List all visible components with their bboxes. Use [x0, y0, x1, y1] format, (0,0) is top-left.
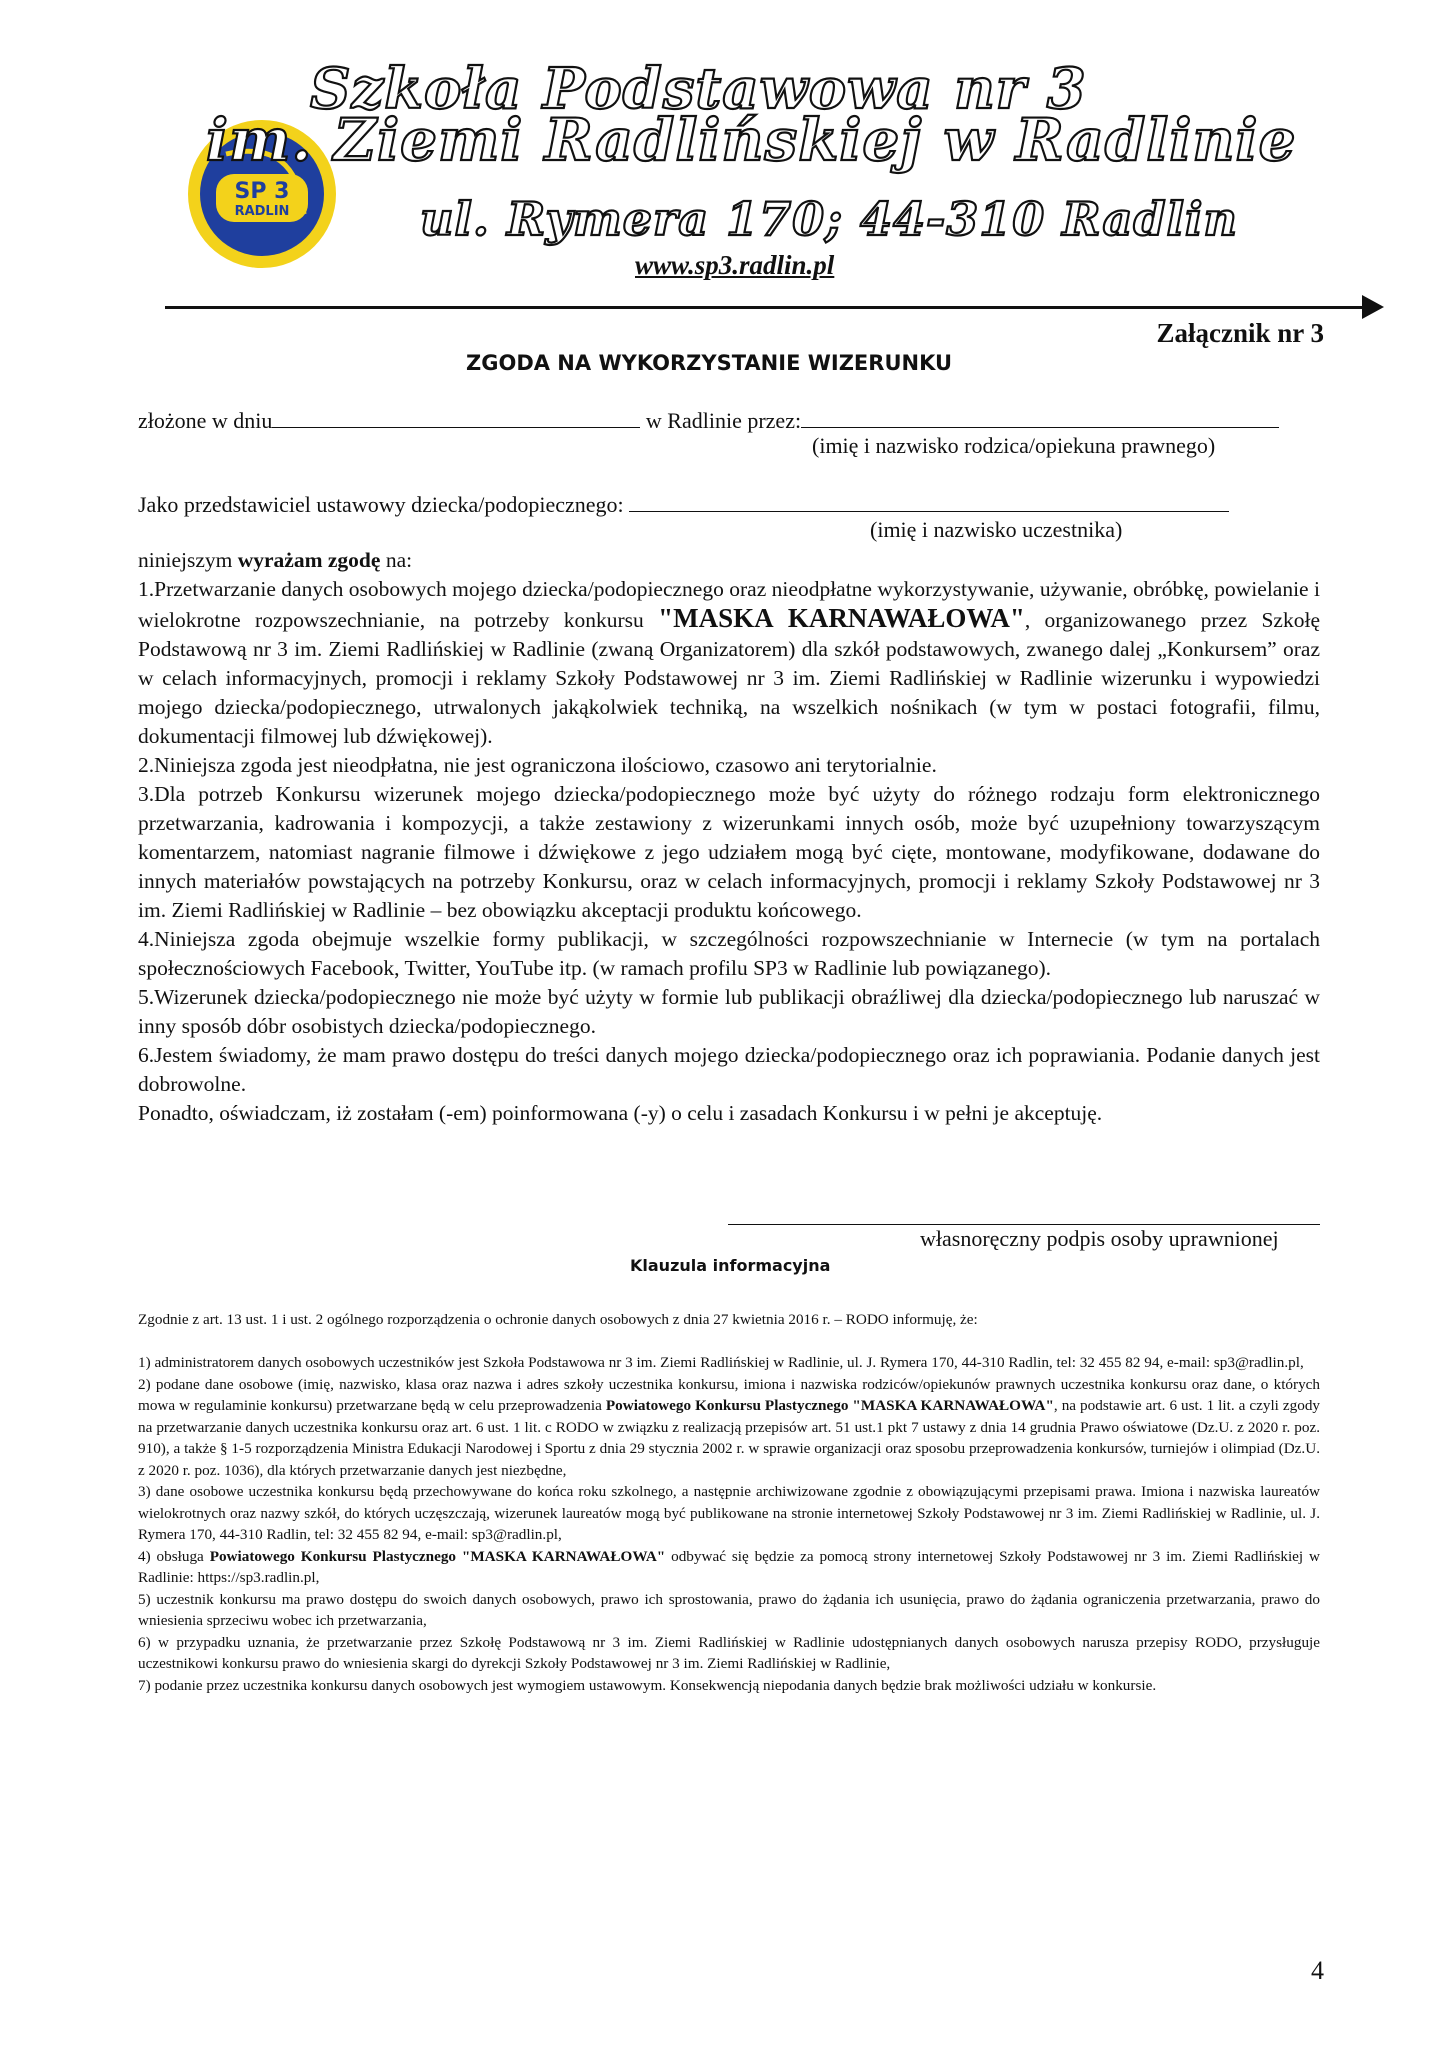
participant-name-field[interactable] [629, 489, 1229, 512]
consent-item-1 [138, 575, 1320, 751]
school-address: ul. Rymera 170; 44-310 Radlin [420, 192, 1238, 246]
signature-field[interactable] [728, 1224, 1320, 1225]
info-clause-title: Klauzula informacyjna [630, 1256, 831, 1275]
participant-name-hint: (imię i nazwisko uczestnika) [870, 517, 1123, 542]
item1-text: 1.Przetwarzanie danych osobowych mojego dziecka/podopiecznego oraz nieodpłatne wykorzystywanie, używanie, obróbkę, powielanie i wielokrotne rozpowszechnianie, na potrzeby konkursu [138, 577, 1320, 632]
school-name-line1: Szkoła Podstawowa nr 3 [310, 56, 1087, 122]
info-point-2 [138, 1374, 1320, 1482]
page-number: 4 [1311, 1956, 1324, 1985]
attachment-label: Załącznik nr 3 [1156, 318, 1324, 348]
p4-text-end: odbywać się będzie za pomocą strony internetowej Szkoły Podstawowej nr 3 im. Ziemi Radlińskiej w Radlinie: https://sp3.radlin.pl, [138, 1547, 1320, 1586]
representative-label: Jako przedstawiciel ustawowy dziecka/podopiecznego: [138, 492, 624, 517]
date-field[interactable] [272, 405, 640, 428]
consent-item-5: 5.Wizerunek dziecka/podopiecznego nie może być użyty w formie lub publikacji obraźliwej dla dziecka/podopiecznego lub naruszać w inny sposób dóbr osobistych dziecka/podopiecznego. [138, 985, 1320, 1038]
contest-name: "MASKA KARNAWAŁOWA" [658, 603, 1025, 633]
representative-row [138, 489, 1229, 518]
p4-text: 4) obsługa [138, 1547, 210, 1565]
arrow-right-icon [1362, 295, 1384, 319]
parent-name-field[interactable] [801, 405, 1279, 428]
consent-body [138, 546, 1320, 1128]
info-point-7: 7) podanie przez uczestnika konkursu danych osobowych jest wymogiem ustawowym. Konsekwencją niepodania danych będzie brak możliwości udziału w konkursie. [138, 1676, 1157, 1694]
consent-item-4: 4.Niniejsza zgoda obejmuje wszelkie formy publikacji, w szczególności rozpowszechnianie w Internecie (w tym na portalach społecznościowych Facebook, Twitter, YouTube itp. (w ramach profilu SP3 w Radlinie lub powiązanego). [138, 927, 1320, 980]
consent-item-2: 2.Niniejsza zgoda jest nieodpłatna, nie jest ograniczona ilościowo, czasowo ani terytorialnie. [138, 753, 937, 777]
consent-intro [138, 546, 1320, 575]
item1-text-end: , organizowanego przez Szkołę Podstawową nr 3 im. Ziemi Radlińskiej w Radlinie (zwaną Organizatorem) dla szkół podstawowych, zwanego dalej „Konkursem” oraz w celach informacyjnych, promocji i reklamy Szkoły Podstawowej nr 3 im. Ziemi Radlińskiej w Radlinie wizerunku i wypowiedzi mojego dziecka/podopiecznego, utrwalonych jakąkolwiek techniką, na wszelkich nośnikach (w tym w postaci fotografii, filmu, dokumentacji filmowej lub dźwiękowej). [138, 608, 1320, 748]
info-point-6: 6) w przypadku uznania, że przetwarzanie przez Szkołę Podstawową nr 3 im. Ziemi Radlińskiej w Radlinie udostępnianych danych osobowych narusza przepisy RODO, przysługuje uczestnikowi konkursu prawo do wniesienia skargi do dyrekcji Szkoły Podstawowej nr 3 im. Ziemi Radlińskiej w Radlinie, [138, 1633, 1320, 1672]
info-point-1: 1) administratorem danych osobowych uczestników jest Szkoła Podstawowa nr 3 im. Ziemi Radlińskiej w Radlinie, ul. J. Rymera 170, 44-310 Radlin, tel: 32 455 82 94, e-mail: sp3@radlin.pl, [138, 1354, 1304, 1371]
p2-text: 2) podane dane osobowe (imię, nazwisko, klasa oraz nazwa i adres szkoły uczestnika konkursu, imiona i nazwiska rodziców/opiekunów prawnych uczestnika konkursu oraz dane, o których mowa w regulaminie konkursu) przetwarzane będą w celu przeprowadzenia [138, 1375, 1320, 1414]
document-title: ZGODA NA WYKORZYSTANIE WIZERUNKU [466, 351, 953, 375]
logo-text-sp3: SP 3 [234, 179, 290, 204]
school-website-link[interactable]: www.sp3.radlin.pl [635, 250, 835, 280]
intro-bold: wyrażam zgodę [237, 548, 381, 572]
in-radlin-by-label: w Radlinie przez: [645, 408, 802, 433]
intro-text: niniejszym [138, 548, 238, 572]
submitted-on-label: złożone w dniu [138, 408, 273, 433]
info-point-4 [138, 1546, 1320, 1589]
consent-item-6: 6.Jestem świadomy, że mam prawo dostępu do treści danych mojego dziecka/podopiecznego oraz ich poprawiania. Podanie danych jest dobrowolne. [138, 1043, 1320, 1096]
submission-row [138, 405, 1279, 434]
p4-contest-name: Powiatowego Konkursu Plastycznego "MASKA KARNAWAŁOWA" [209, 1547, 666, 1565]
info-clause-intro: Zgodnie z art. 13 ust. 1 i ust. 2 ogólnego rozporządzenia o ochronie danych osobowych z dnia 27 kwietnia 2016 r. – RODO informuję, że: [138, 1311, 978, 1328]
school-name-line2: im. Ziemi Radlińskiej w Radlinie [206, 106, 1297, 174]
info-point-3: 3) dane osobowe uczestnika konkursu będą przechowywane do końca roku szkolnego, a następnie archiwizowane zgodnie z obowiązującymi przepisami prawa. Imiona i nazwiska laureatów wielokrotnych oraz nazwy szkół, do których uczęszczają, wizerunek laureatów mogą być publikowane na stronie internetowej Szkoły Podstawowej nr 3 im. Ziemi Radlińskiej w Radlinie, ul. J. Rymera 170, 44-310 Radlin, tel: 32 455 82 94, e-mail: sp3@radlin.pl, [138, 1483, 1320, 1543]
consent-item-3: 3.Dla potrzeb Konkursu wizerunek mojego dziecka/podopiecznego może być użyty do różnego rodzaju form elektronicznego przetwarzania, kadrowania i kompozycji, a także zestawiony z wizerunkami innych osób, może być uzupełniony towarzyszącym komentarzem, natomiast nagranie filmowe i dźwiękowe z jego udziałem mogą być cięte, montowane, modyfikowane, dodawane do innych materiałów powstających na potrzeby Konkursu, oraz w celach informacyjnych, promocji i reklamy Szkoły Podstawowej nr 3 im. Ziemi Radlińskiej w Radlinie – bez obowiązku akceptacji produktu końcowego. [138, 782, 1320, 922]
header-divider [165, 306, 1365, 309]
p2-text-end: , na podstawie art. 6 ust. 1 lit. a czyli zgody na przetwarzanie danych uczestnika konkursu oraz art. 6 ust. 1 lit. c RODO w związku z realizacją przepisów art. 51 ust.1 pkt 7 ustawy z dnia 14 grudnia Prawo oświatowe (Dz.U. z 2020 r. poz. 910), a także § 1-5 rozporządzenia Ministra Edukacji Narodowej i Sportu z dnia 29 stycznia 2002 r. w sprawie organizacji oraz sposobu przeprowadzenia konkursów, turniejów i olimpiad (Dz.U. z 2020 r. poz. 1036), dla których przetwarzanie danych jest niezbędne, [138, 1397, 1321, 1479]
parent-name-hint: (imię i nazwisko rodzica/opiekuna prawnego) [812, 433, 1216, 458]
intro-text-end: na: [380, 548, 413, 572]
logo-text-radlin: RADLIN [234, 204, 290, 219]
info-point-5: 5) uczestnik konkursu ma prawo dostępu do swoich danych osobowych, prawo ich sprostowania, prawo do żądania ich usunięcia, prawo do żądania ograniczenia przetwarzania, prawo do wniesienia sprzeciwu wobec ich przetwarzania, [138, 1590, 1320, 1629]
signature-label: własnoręczny podpis osoby uprawnionej [920, 1226, 1279, 1251]
consent-declaration: Ponadto, oświadczam, iż zostałam (-em) poinformowana (-y) o celu i zasadach Konkursu i w pełni je akceptuję. [138, 1101, 1103, 1125]
p2-contest-name: Powiatowego Konkursu Plastycznego "MASKA KARNAWAŁOWA" [605, 1397, 1054, 1414]
info-clause-body [138, 1352, 1320, 1696]
